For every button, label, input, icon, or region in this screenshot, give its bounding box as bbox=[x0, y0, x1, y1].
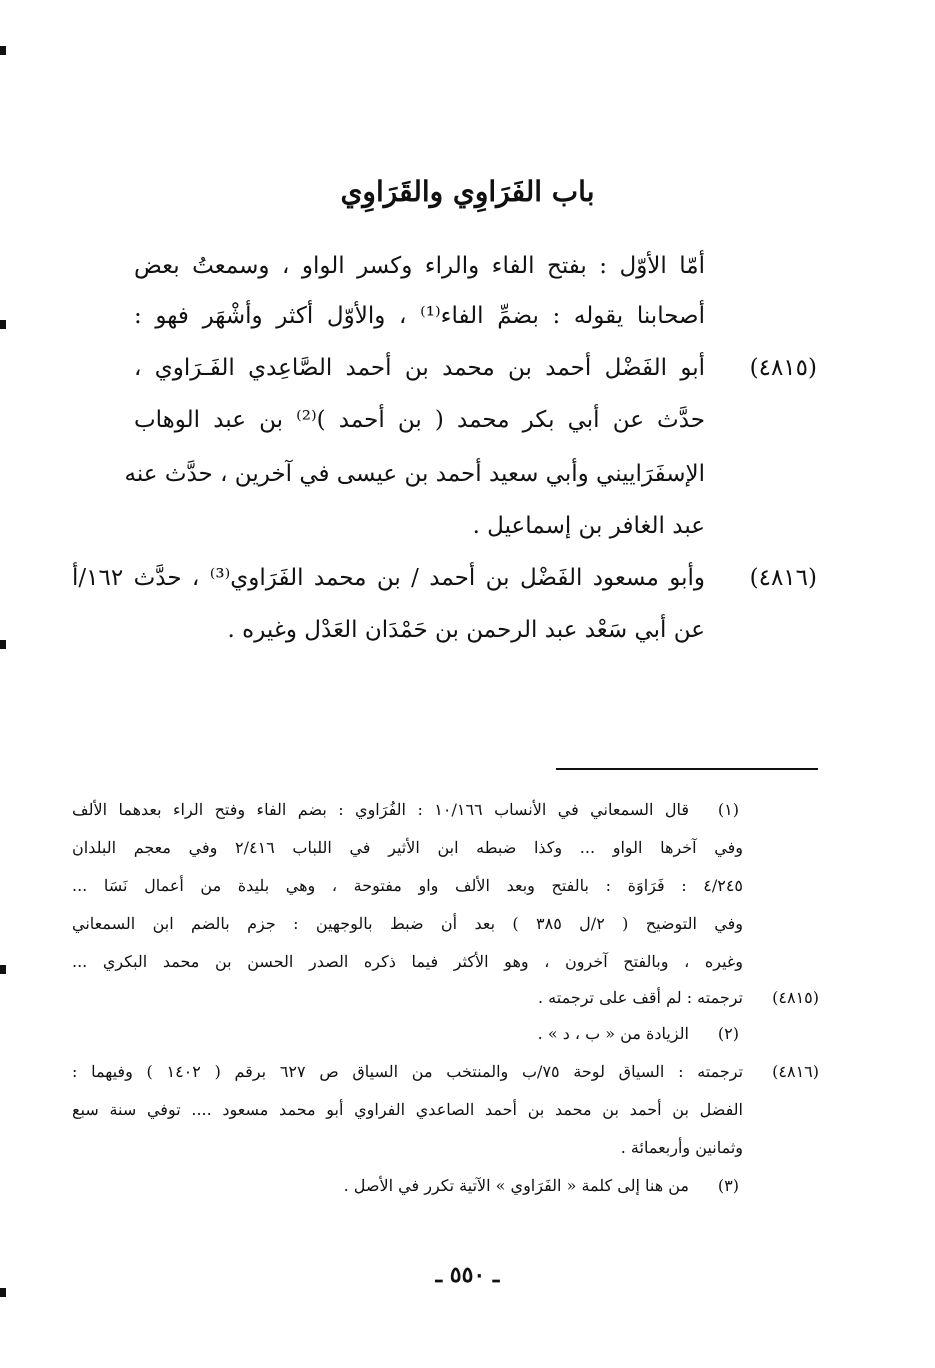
translation-note-line: ترجمته : السياق لوحة ٧٥/ب والمنتخب من السياق ص ٦٢٧ برقم ( ١٤٠٢ ) وفيهما : bbox=[72, 1062, 744, 1081]
footnote-line: وفي آخرها الواو ... وكذا ضبطه ابن الأثير في اللباب ٢/٤١٦ وفي معجم البلدان bbox=[72, 838, 743, 857]
footnote-line: ٤/٢٤٥ : فَرَاوَة : بالفتح وبعد الألف واو مفتوحة ، وهي بليدة من أعمال نَسَا ... bbox=[72, 876, 743, 895]
translation-note-text: ترجمته : لم أقف على ترجمته . bbox=[537, 988, 743, 1007]
translation-note-line: وثمانين وأربعمائة . bbox=[620, 1138, 743, 1157]
intro-line: أمّا الأوّل : بفتح الفاء والراء وكسر الواو ، وسمعتُ بعض bbox=[134, 253, 705, 279]
footnote-line: وغيره ، وبالفتح آخرون ، وهو الأكثر فيما ذكره الصدر الحسن بن محمد البكري ... bbox=[72, 952, 743, 971]
footnote-line: الزيادة من « ب ، د » . bbox=[537, 1024, 689, 1043]
entry-line: عن أبي سَعْد عبد الرحمن بن حَمْدَان العَدْل وغيره . bbox=[227, 617, 705, 643]
translation-note-line: الفضل بن أحمد بن محمد بن أحمد الصاعدي الفراوي أبو محمد مسعود .... توفي سنة سبع bbox=[72, 1100, 743, 1119]
entry-line: الإسفَرَاييني وأبي سعيد أحمد بن عيسى في آخرين ، حدَّث عنه bbox=[124, 461, 705, 487]
entry-line: أبو الفَضْل أحمد بن محمد بن أحمد الصَّاعِدي الفَـرَاوي ، bbox=[134, 355, 705, 381]
entry-number: (٤٨١٥) bbox=[749, 355, 817, 381]
entry-number: (٤٨١٦) bbox=[749, 565, 817, 591]
chapter-title: باب الفَرَاوِي والقَرَاوِي bbox=[340, 175, 595, 208]
entry-line: حدَّث عن أبي بكر محمد ( بن أحمد )⁽²⁾ بن عبد الوهاب bbox=[134, 407, 705, 433]
footnote-line: من هنا إلى كلمة « الفَرَاوي » الآتية تكرر في الأصل . bbox=[343, 1176, 689, 1195]
intro-line: أصحابنا يقوله : بضمِّ الفاء⁽¹⁾ ، والأوّل أكثر وأشْهَر فهو : bbox=[134, 303, 705, 329]
footnote-number: (٣) bbox=[717, 1176, 739, 1195]
footnote-separator bbox=[556, 768, 818, 770]
footnote-number: (٢) bbox=[717, 1024, 739, 1043]
footnote-number: (١) bbox=[717, 800, 739, 819]
footnote-line: وفي التوضيح ( ٢/ل ٣٨٥ ) بعد أن ضبط بالوجهين : جزم بالضم ابن السمعاني bbox=[72, 914, 743, 933]
entry-line: وأبو مسعود الفَضْل بن أحمد / بن محمد الفَرَاوي⁽³⁾ ، حدَّث ١٦٢/أ bbox=[72, 565, 705, 591]
footnote-line: قال السمعاني في الأنساب ١٠/١٦٦ : الفُرَاوي : بضم الفاء وفتح الراء بعدهما الألف bbox=[72, 800, 690, 819]
translation-note-number: (٤٨١٥) bbox=[772, 988, 819, 1007]
translation-note-number: (٤٨١٦) bbox=[772, 1062, 819, 1081]
page-number: ـ ٥٥٠ ـ bbox=[435, 1262, 500, 1288]
entry-line: عبد الغافر بن إسماعيل . bbox=[472, 513, 705, 539]
